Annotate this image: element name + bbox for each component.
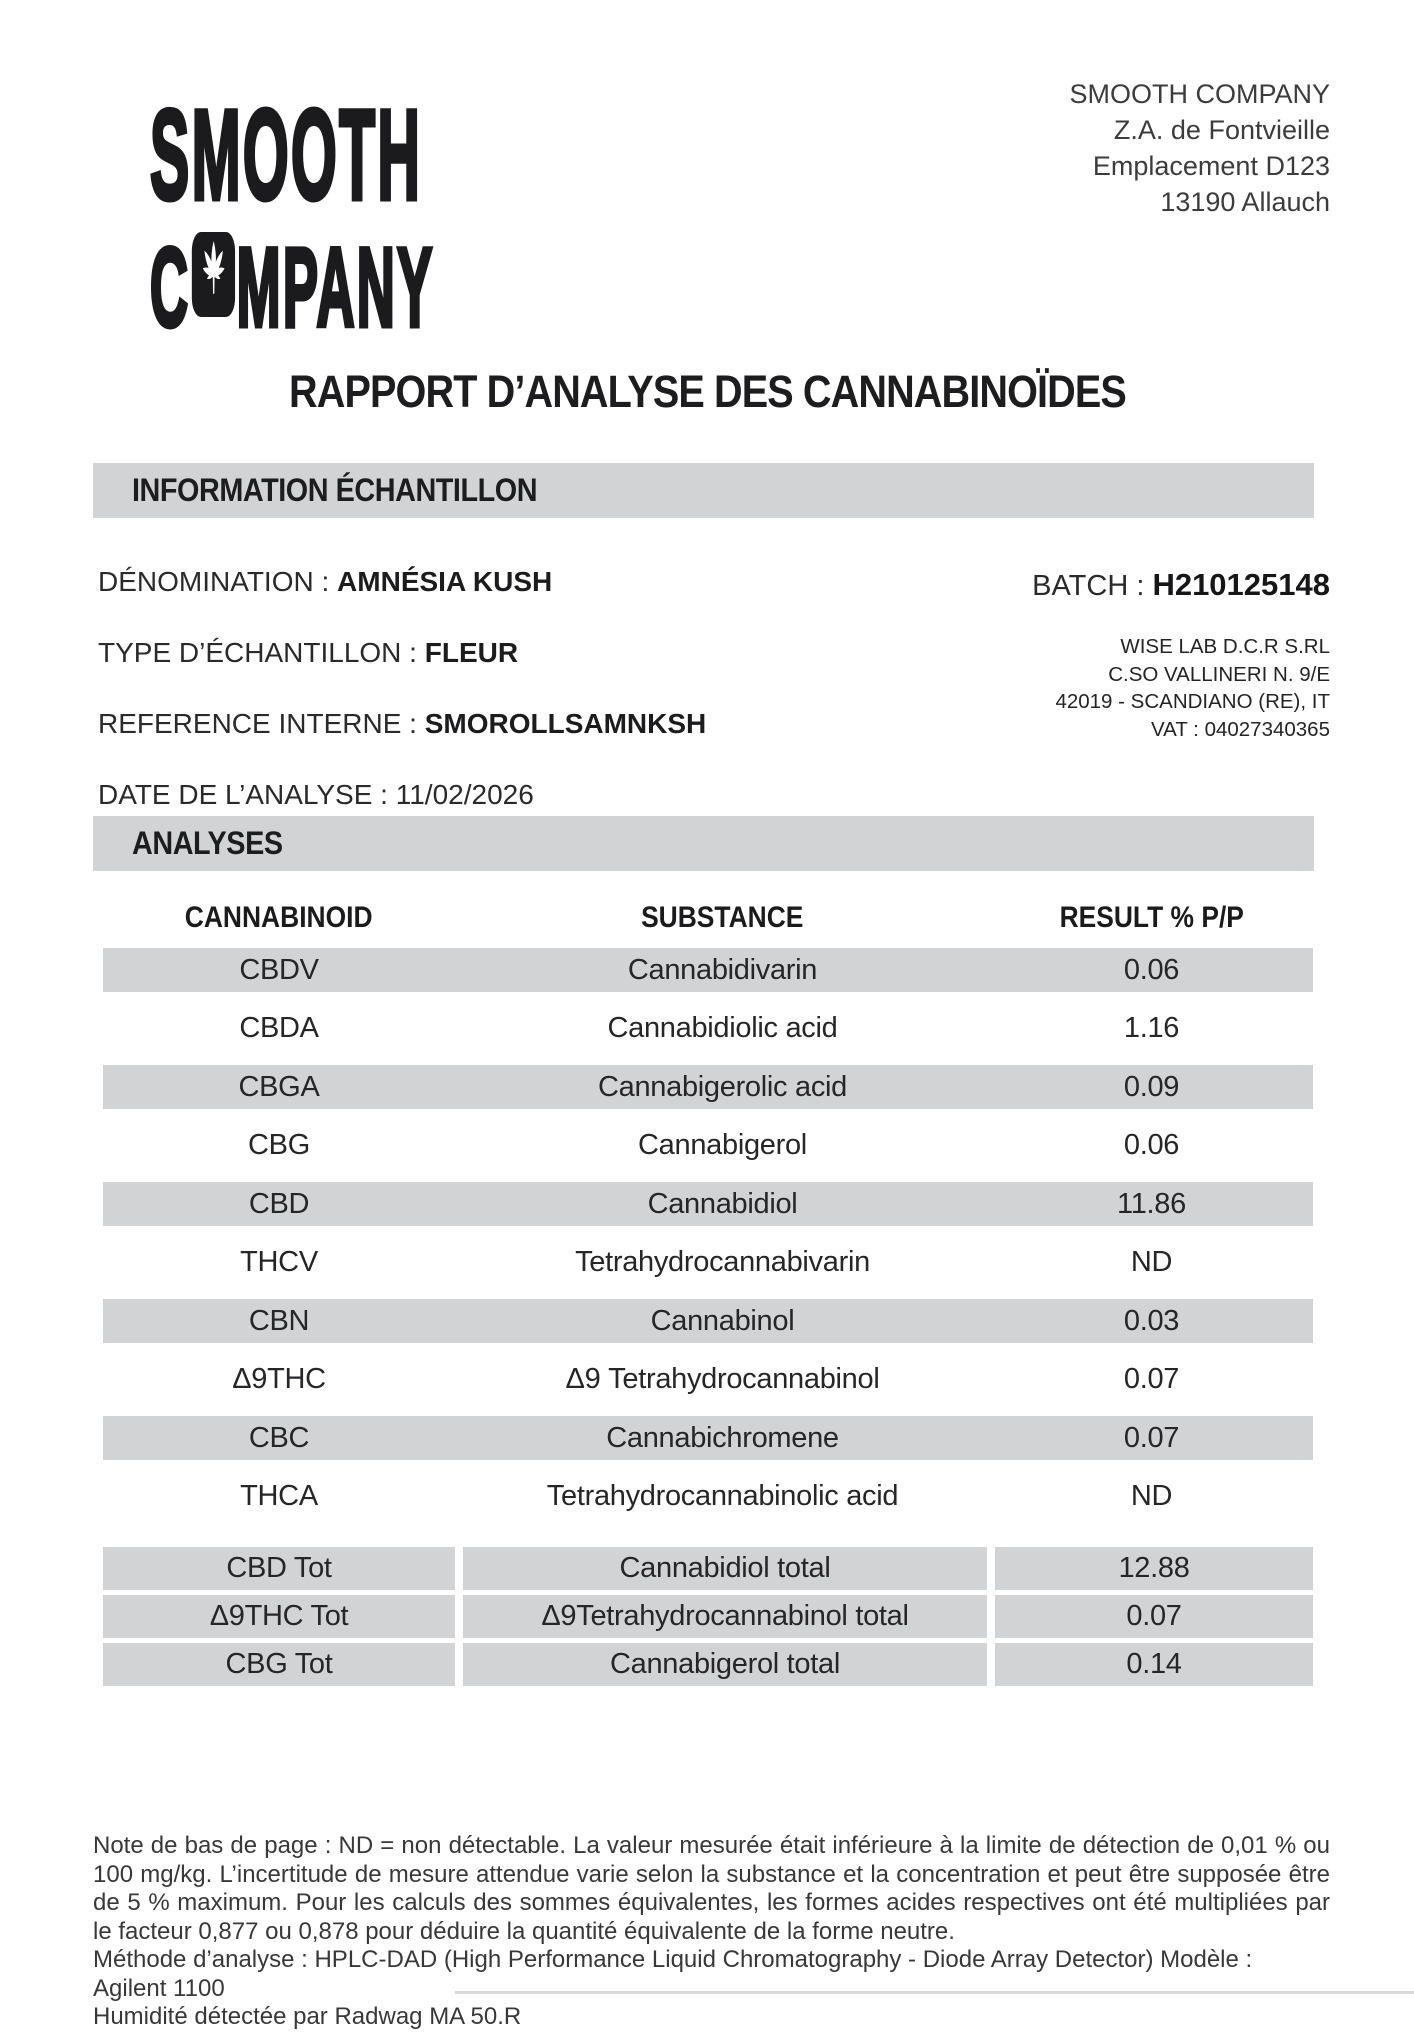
field-value: 11/02/2026 bbox=[395, 779, 534, 810]
report-title: RAPPORT D’ANALYSE DES CANNABINOÏDES bbox=[288, 366, 1126, 417]
cell-result: 0.09 bbox=[1123, 1070, 1180, 1103]
cell-result: ND bbox=[1130, 1480, 1173, 1512]
cell-substance: Cannabidiolic acid bbox=[607, 1012, 838, 1044]
lab-address-block bbox=[1055, 633, 1330, 743]
table-row bbox=[103, 1241, 1313, 1285]
lab-line: VAT : 04027340365 bbox=[1151, 717, 1330, 741]
table-row bbox=[103, 948, 1313, 992]
cell-result: 12.88 bbox=[995, 1547, 1313, 1590]
cell-result: 1.16 bbox=[1123, 1012, 1180, 1044]
address-line: Z.A. de Fontvieille bbox=[1113, 115, 1330, 145]
batch-value: H210125148 bbox=[1152, 567, 1330, 602]
field-denomination bbox=[98, 566, 552, 598]
field-label: REFERENCE INTERNE : bbox=[98, 708, 425, 739]
section-header-sample-info bbox=[93, 463, 1314, 518]
cell-cannabinoid: CBG bbox=[248, 1129, 310, 1161]
field-internal-reference bbox=[98, 708, 706, 740]
cell-cannabinoid: Δ9THC Tot bbox=[103, 1595, 455, 1638]
totals-table bbox=[103, 1547, 1313, 1691]
cell-cannabinoid: Δ9THC bbox=[232, 1363, 326, 1395]
cell-result: 11.86 bbox=[1117, 1187, 1186, 1220]
logo-letters-mpany: MPANY bbox=[236, 225, 435, 350]
table-row bbox=[103, 1358, 1313, 1402]
section-heading: INFORMATION ÉCHANTILLON bbox=[132, 472, 538, 508]
field-value: SMOROLLSAMNKSH bbox=[424, 708, 707, 739]
table-row bbox=[103, 1007, 1313, 1051]
logo-line-smooth: SMOOTH bbox=[150, 84, 423, 227]
cell-substance: Cannabidivarin bbox=[627, 953, 818, 986]
cell-result: 0.07 bbox=[1123, 1363, 1180, 1395]
footnotes bbox=[93, 1832, 1330, 2032]
company-logo bbox=[150, 84, 756, 350]
address-line: 13190 Allauch bbox=[1160, 187, 1330, 217]
address-line: SMOOTH COMPANY bbox=[1069, 79, 1330, 109]
table-row bbox=[103, 1475, 1313, 1519]
cell-result: 0.07 bbox=[1123, 1421, 1180, 1454]
field-label: DÉNOMINATION : bbox=[98, 566, 338, 597]
cell-substance: Cannabigerol total bbox=[463, 1643, 987, 1686]
field-label: TYPE D’ÉCHANTILLON : bbox=[98, 637, 425, 668]
cell-substance: Δ9Tetrahydrocannabinol total bbox=[463, 1595, 987, 1638]
cell-cannabinoid: CBG Tot bbox=[103, 1643, 455, 1686]
company-address-block bbox=[1069, 76, 1330, 220]
cell-cannabinoid: CBDV bbox=[239, 953, 319, 986]
cell-result: 0.06 bbox=[1123, 953, 1180, 986]
cell-substance: Cannabichromene bbox=[606, 1421, 839, 1454]
cell-substance: Δ9 Tetrahydrocannabinol bbox=[565, 1363, 880, 1395]
cell-cannabinoid: CBDA bbox=[239, 1012, 319, 1044]
cell-substance: Cannabinol bbox=[650, 1304, 795, 1337]
footnote-method: Méthode d’analyse : HPLC-DAD (High Performance Liquid Chromatography - Diode Array Detector) Modèle : Agilent 1100 bbox=[93, 1946, 1253, 2002]
totals-row bbox=[103, 1643, 1313, 1686]
table-row bbox=[103, 1299, 1313, 1343]
logo-line-company bbox=[150, 225, 435, 350]
cell-substance: Cannabigerolic acid bbox=[597, 1070, 847, 1103]
field-value: AMNÉSIA KUSH bbox=[337, 566, 553, 597]
footnote-detection-note: Note de bas de page : ND = non détectable. La valeur mesurée était inférieure à la limite de détection de 0,01 % ou 100 mg/kg. L’incertitude de mesure attendue varie selon la substance et la concentration et peut être supposée être de 5 % maximum. Pour les calculs des sommes équivalentes, les formes acides respectives ont été multipliées par le facteur 0,877 ou 0,878 pour déduire la quantité équivalente de la forme neutre. bbox=[93, 1832, 1330, 1945]
lab-line: WISE LAB D.C.R S.RL bbox=[1120, 635, 1330, 658]
column-header-result: RESULT % P/P bbox=[1059, 901, 1244, 934]
cell-result: 0.14 bbox=[995, 1643, 1313, 1686]
cell-cannabinoid: THCA bbox=[240, 1480, 318, 1512]
field-label: DATE DE L’ANALYSE : bbox=[98, 779, 396, 810]
column-header-substance: SUBSTANCE bbox=[641, 901, 804, 934]
table-row bbox=[103, 1182, 1313, 1226]
footnote-humidity: Humidité détectée par Radwag MA 50.R bbox=[93, 2003, 522, 2030]
batch-number bbox=[1032, 567, 1330, 603]
logo-letter-c: C bbox=[150, 225, 191, 350]
totals-row bbox=[103, 1595, 1313, 1638]
totals-row bbox=[103, 1547, 1313, 1590]
cell-cannabinoid: CBD Tot bbox=[103, 1547, 455, 1590]
cell-substance: Cannabidiol bbox=[647, 1187, 798, 1220]
cell-substance: Cannabigerol bbox=[638, 1129, 807, 1161]
section-header-analyses bbox=[93, 816, 1314, 871]
cell-substance: Tetrahydrocannabivarin bbox=[575, 1246, 870, 1278]
address-line: Emplacement D123 bbox=[1092, 151, 1330, 181]
batch-label: BATCH : bbox=[1032, 570, 1153, 602]
field-value: FLEUR bbox=[424, 637, 519, 668]
cell-cannabinoid: THCV bbox=[240, 1246, 318, 1278]
cell-cannabinoid: CBD bbox=[248, 1187, 310, 1220]
cannabis-leaf-icon bbox=[192, 232, 235, 317]
results-table-body bbox=[103, 948, 1313, 1533]
table-row bbox=[103, 1124, 1313, 1168]
page-bottom-cut-line bbox=[455, 1991, 1414, 1994]
cell-result: 0.03 bbox=[1123, 1304, 1180, 1337]
column-header-cannabinoid: CANNABINOID bbox=[185, 901, 373, 934]
cell-result: 0.06 bbox=[1123, 1129, 1180, 1161]
results-table-header bbox=[103, 901, 1313, 935]
cell-cannabinoid: CBN bbox=[248, 1304, 310, 1337]
table-row bbox=[103, 1065, 1313, 1109]
cell-result: ND bbox=[1130, 1246, 1173, 1278]
lab-line: C.SO VALLINERI N. 9/E bbox=[1108, 662, 1330, 686]
field-sample-type bbox=[98, 637, 518, 669]
cell-substance: Cannabidiol total bbox=[463, 1547, 987, 1590]
field-analysis-date bbox=[98, 779, 534, 811]
lab-line: 42019 - SCANDIANO (RE), IT bbox=[1055, 690, 1330, 713]
cell-result: 0.07 bbox=[995, 1595, 1313, 1638]
table-row bbox=[103, 1416, 1313, 1460]
cell-cannabinoid: CBC bbox=[248, 1421, 310, 1454]
section-heading: ANALYSES bbox=[132, 825, 283, 861]
cell-substance: Tetrahydrocannabinolic acid bbox=[546, 1480, 899, 1512]
cell-cannabinoid: CBGA bbox=[238, 1070, 320, 1103]
